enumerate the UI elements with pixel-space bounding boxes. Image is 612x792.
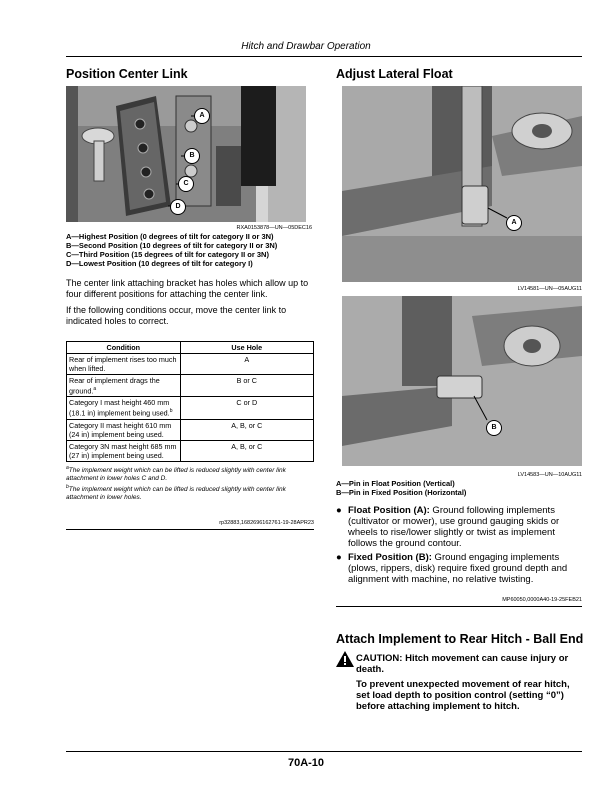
- page-number: 70A-10: [287, 757, 325, 769]
- footer-rule: [66, 751, 582, 752]
- center-link-table-wrap: [66, 341, 314, 502]
- callout-a: A: [194, 108, 210, 124]
- page-header: Hitch and Drawbar Operation: [241, 41, 371, 52]
- footnote-marker-a: a: [93, 386, 97, 392]
- table-row: [67, 440, 314, 461]
- caption-float-a: A—Pin in Float Position (Vertical): [336, 479, 455, 488]
- table-header-condition: Condition: [67, 342, 181, 354]
- caption-a: A—Highest Position (0 degrees of tilt for category II or 3N): [66, 232, 274, 241]
- center-link-paragraph-1: The center link attaching bracket has holes which allow up to four different positions for attaching the center link.: [66, 278, 309, 299]
- caption-c: C—Third Position (15 degrees of tilt for category II or 3N): [66, 250, 269, 259]
- section-heading-lateral-float: Adjust Lateral Float: [336, 67, 453, 81]
- footnote-b-mark: b: [66, 483, 69, 490]
- table-row: [67, 397, 314, 419]
- table-row: [67, 375, 314, 397]
- caption-b: B—Second Position (10 degrees of tilt for category II or 3N): [66, 241, 278, 250]
- warning-triangle-icon: [336, 651, 354, 667]
- table-cell-condition: [67, 397, 181, 419]
- condition-text: Rear of implement drags the ground.: [69, 376, 160, 396]
- condition-text: Rear of implement rises too much when lifted.: [69, 355, 177, 373]
- float-pin-illustration: [342, 86, 582, 282]
- table-row: [67, 419, 314, 440]
- bullet-term: Float Position (A):: [348, 505, 430, 516]
- caution-body: To prevent unexpected movement of rear hitch, set load depth to position control (setting “0”) before attaching implement to hitch.: [356, 679, 570, 712]
- section-heading-center-link: Position Center Link: [66, 67, 188, 81]
- bullet-term: Fixed Position (B):: [348, 552, 432, 563]
- callout-fixed-b: B: [486, 420, 502, 436]
- callout-d: D: [170, 199, 186, 215]
- bullet-icon: ●: [336, 505, 342, 516]
- condition-text: Category I mast height 460 mm (18.1 in) implement being used.: [69, 398, 170, 418]
- table-cell-hole: A: [180, 354, 313, 375]
- table-cell-condition: [67, 375, 181, 397]
- callout-c: C: [178, 176, 194, 192]
- callout-b: B: [184, 148, 200, 164]
- figure-ref-float-2: LV14583—UN—10AUG11: [517, 472, 582, 478]
- figure-ref-center-link: RXA0153878—UN—05DEC16: [236, 225, 312, 231]
- table-row: [67, 354, 314, 375]
- footnote-a-text: The implement weight which can be lifted is reduced slightly with center link attachment in lower holes C and D.: [66, 466, 286, 482]
- bullet-text: Ground engaging implements (plows, rippers, disk) require fixed ground depth and alignment with machine, no relative twisting.: [348, 552, 568, 585]
- table-cell-hole: B or C: [180, 375, 313, 397]
- footnote-marker-b: b: [169, 408, 173, 415]
- right-section-rule: [336, 606, 582, 607]
- table-header-row: [67, 342, 314, 354]
- lateral-float-figure-2: [342, 296, 582, 466]
- table-cell-hole: A, B, or C: [180, 440, 313, 461]
- bullet-text: Ground following implements (cultivator or mower), use ground gauging skids or wheels to rise/lower slightly or twist as implement follows the ground contour.: [348, 505, 560, 549]
- list-item: [336, 552, 582, 585]
- center-link-captions: [66, 232, 316, 268]
- lateral-float-figure-1: [342, 86, 582, 282]
- table-cell-condition: [67, 354, 181, 375]
- figure-ref-float-1: LV14581—UN—05AUG11: [517, 286, 582, 292]
- footnote-a-mark: a: [66, 464, 69, 471]
- header-rule: [66, 56, 582, 57]
- lateral-float-captions: [336, 479, 582, 497]
- doc-ref-lateral-float: MP60050,0000A40-19-25FEB21: [502, 597, 582, 603]
- caution-heading: CAUTION: Hitch movement can cause injury or death.: [356, 653, 569, 675]
- condition-text: Category 3N mast height 685 mm (27 in) implement being used.: [69, 441, 177, 460]
- table-header-use-hole: Use Hole: [180, 342, 313, 354]
- center-link-figure: [66, 86, 306, 222]
- center-link-paragraph-2: If the following conditions occur, move the center link to indicated holes to correct.: [66, 305, 287, 326]
- caption-d: D—Lowest Position (10 degrees of tilt for category I): [66, 259, 253, 268]
- table-footnote-b: [66, 483, 314, 502]
- footnote-b-text: The implement weight which can be lifted is reduced slightly with center link attachment in lower holes.: [66, 486, 286, 502]
- callout-float-a: A: [506, 215, 522, 231]
- table-cell-hole: A, B, or C: [180, 419, 313, 440]
- table-cell-hole: C or D: [180, 397, 313, 419]
- table-footnote-a: [66, 464, 314, 483]
- center-link-table: [66, 341, 314, 462]
- list-item: [336, 505, 582, 549]
- fixed-pin-illustration: [342, 296, 582, 466]
- caption-fixed-b: B—Pin in Fixed Position (Horizontal): [336, 488, 467, 497]
- bullet-icon: ●: [336, 552, 342, 563]
- section-heading-attach-implement: Attach Implement to Rear Hitch - Ball End: [336, 632, 584, 646]
- left-section-rule: [66, 529, 314, 530]
- table-cell-condition: [67, 440, 181, 461]
- condition-text: Category II mast height 610 mm (24 in) implement being used.: [69, 420, 172, 439]
- table-cell-condition: [67, 419, 181, 440]
- doc-ref-center-link: rp32883,1682696162761-19-28APR23: [219, 520, 314, 526]
- lateral-float-bullets: [336, 505, 582, 588]
